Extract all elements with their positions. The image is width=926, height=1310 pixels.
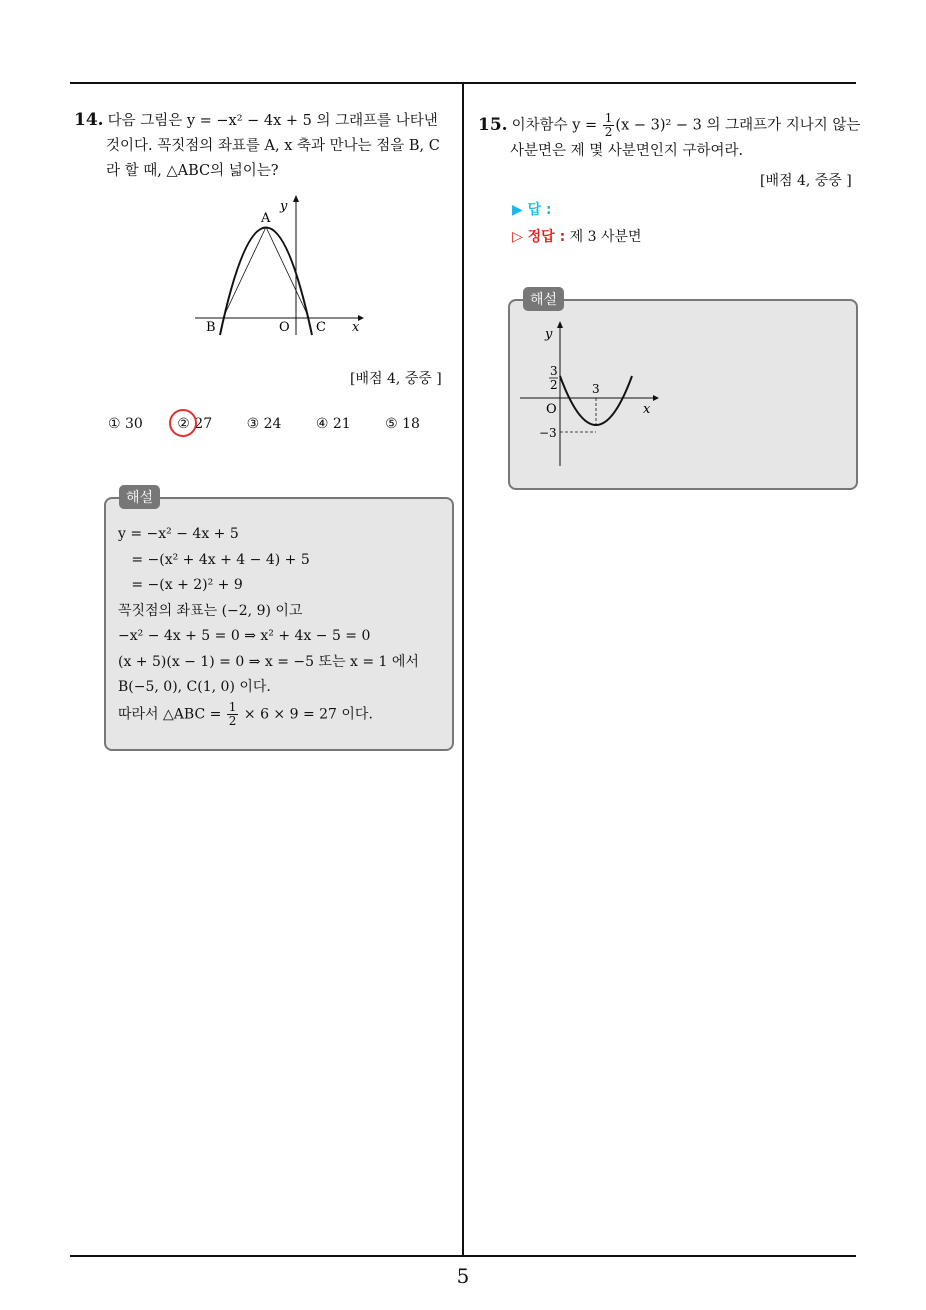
answer-label: ▶ 답 : [512,202,552,218]
label-c: C [316,320,326,335]
label-x: x [352,320,360,335]
solution-line: y = −x² − 4x + 5 [118,526,239,542]
question-text-line: 라 할 때, △ABC의 넓이는? [106,163,279,179]
score-15: [배점 4, 중중 ] [760,173,852,189]
explanation-tag-15: 해설 [523,287,564,311]
column-divider [462,82,464,1257]
solution-line: = −(x + 2)² + 9 [118,577,243,593]
question-14 [74,108,459,184]
selected-circle-mark [169,409,197,437]
parabola-curve [220,228,312,336]
question-text-line: 다음 그림은 y = −x² − 4x + 5 의 그래프를 나타낸 [107,113,438,129]
label-o: O [546,402,557,417]
solution-line: −x² − 4x + 5 = 0 ⇒ x² + 4x − 5 = 0 [118,628,371,644]
x-axis-arrow [653,395,659,401]
label-y: y [545,327,553,342]
y-axis-arrow [293,195,299,202]
label-tick-3: 3 [592,382,600,396]
parabola-graph-14 [190,190,370,340]
question-text-line: 것이다. 꼭짓점의 좌표를 A, x 축과 만나는 점을 B, C [106,138,440,154]
solution-line: (x + 5)(x − 1) = 0 ⇒ x = −5 또는 x = 1 에서 [118,653,419,670]
correct-answer-row [512,226,642,246]
explanation-tag-14: 해설 [119,485,160,509]
choice-3[interactable]: ③ 24 [246,416,282,432]
label-o: O [279,320,290,335]
label-y-intercept-den: 2 [550,378,558,392]
question-text-line: 사분면은 제 몇 사분면인지 구하여라. [510,143,744,159]
choices-14 [108,416,450,432]
y-axis-arrow [557,321,563,328]
correct-answer-label: ▷ 정답 : [512,229,566,245]
label-y-neg-3: −3 [539,426,557,440]
bottom-rule [70,1255,856,1257]
label-y-intercept-num: 3 [550,364,558,378]
fraction: $\frac{1}{2}$ [604,111,613,139]
score-14: [배점 4, 중중 ] [350,371,442,387]
question-number: 15. [478,114,508,135]
choice-2[interactable] [177,416,212,432]
correct-answer-value: 제 3 사분면 [569,229,642,245]
label-y: y [280,199,288,214]
question-number: 14. [74,110,104,130]
choice-2-label: ② 27 [177,416,213,432]
label-a: A [261,211,271,226]
solution-last-line: 따라서 △ABC = $\frac{1}{2}$ × 6 × 9 = 27 이다. [118,699,373,728]
fraction: $\frac{1}{2}$ [228,699,237,728]
parabola-graph-15 [515,318,665,468]
triangle-side-ac [266,227,309,318]
label-b: B [206,320,216,335]
solution-line: = −(x² + 4x + 4 − 4) + 5 [118,551,310,568]
solution-line: B(−5, 0), C(1, 0) 이다. [118,679,271,695]
choice-5[interactable]: ⑤ 18 [385,416,420,432]
label-x: x [643,402,651,417]
page-number: 5 [456,1264,470,1288]
triangle-side-ab [223,227,266,318]
solution-line: 꼭짓점의 좌표는 (−2, 9) 이고 [118,602,303,619]
choice-1[interactable]: ① 30 [108,416,143,432]
question-15: 15. 이차함수 y = $\frac{1}{2}$ (x − 3)² − 3 의 그래프가 지나지 않는 사분면은 제 몇 사분면인지 구하여라. [478,112,863,164]
choice-4[interactable]: ④ 21 [315,416,351,432]
solution-14 [118,522,448,728]
